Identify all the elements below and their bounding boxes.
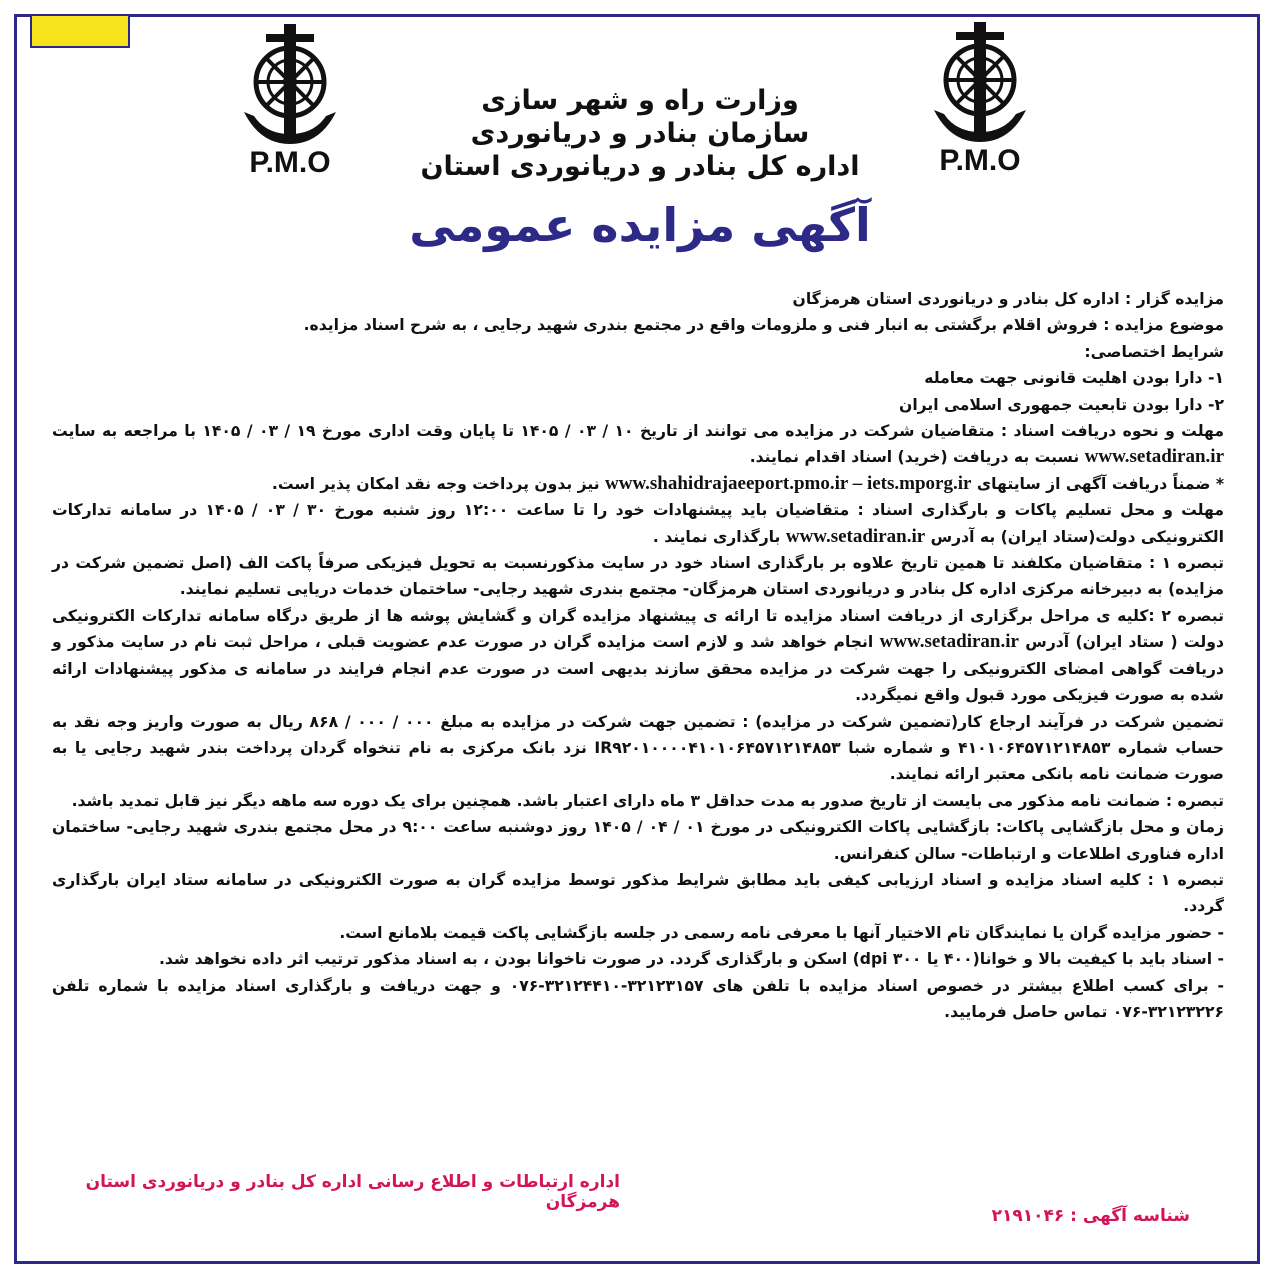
ministry-header: [380, 84, 900, 183]
submission-end: بارگذاری نمایند .: [652, 527, 781, 546]
logo-caption: P.M.O: [939, 144, 1021, 177]
document-deadline-end: نسبت به دریافت (خرید) اسناد اقدام نمایند.: [749, 448, 1080, 467]
pmo-logo-right: [920, 18, 1040, 178]
anchor-wheel-icon: [920, 18, 1040, 146]
header-line-ministry: وزارت راه و شهر سازی: [481, 85, 799, 116]
submission-text: مهلت و محل تسلیم پاکات و بارگذاری اسناد : متقاضیان باید پیشنهادات خود را تا ساعت ۱۲:۰۰ روز شنبه مورخ ۳۰ / ۰۳ / ۱۴۰۵ در سامانه تدارکات الکترونیکی دولت(ستاد ایران) به آدرس: [52, 501, 1224, 546]
condition-2: ۲- دارا بودن تابعیت جمهوری اسلامی ایران: [899, 395, 1224, 414]
auctioneer-line: مزایده گزار : اداره کل بنادر و دریانوردی استان هرمزگان: [792, 290, 1224, 308]
note-2: [52, 603, 1224, 709]
anchor-wheel-icon: [230, 20, 350, 148]
attendance-note: - حضور مزایده گران یا نمایندگان تام الاختیار آنها با معرفی نامه رسمی در جلسه بازگشایی پاکت قیمت بلامانع است.: [339, 923, 1224, 942]
pmo-logo-left: [230, 20, 350, 180]
setadiran-link[interactable]: www.setadiran.ir: [785, 525, 926, 547]
corner-tab: [30, 14, 130, 48]
subject-line: موضوع مزایده : فروش اقلام برگشتی به انبار فنی و ملزومات واقع در مجتمع بندری شهید رجایی ، به شرح اسناد مزایده.: [303, 316, 1224, 335]
condition-1: ۱- دارا بودن اهلیت قانونی جهت معامله: [924, 369, 1224, 388]
footer-department: اداره ارتباطات و اطلاع رسانی اداره کل بنادر و دریانوردی استان هرمزگان: [85, 1172, 620, 1212]
setadiran-link[interactable]: www.setadiran.ir: [879, 631, 1019, 653]
ad-id: شناسه آگهی : ۲۱۹۱۰۴۶: [991, 1206, 1190, 1226]
ad-sites-text: * ضمناً دریافت آگهی از سایتهای: [976, 474, 1224, 493]
upload-note: تبصره ۱ : کلیه اسناد مزایده و اسناد ارزیابی کیفی باید مطابق شرایط مذکور توسط مزایده گران به صورت الکترونیکی در سامانه ستاد ایران بارگذاری گردد.: [52, 870, 1224, 916]
scan-quality-note: - اسناد باید با کیفیت بالا و خوانا(۴۰۰ یا ۳۰۰ dpi) اسکن و بارگذاری گردد. در صورت ناخوانا بودن ، به اسناد مذکور ترتیب اثر داده نخواهد شد.: [158, 950, 1224, 969]
note-2-end: انجام خواهد شد و لازم است مزایده گران در صورت عدم عضویت قبلی ، مراحل ثبت نام در سایت مذکور و دریافت گواهی امضای الکترونیکی را جهت شرکت در مزایده محقق سازند بدیهی است در صورت عدم انجام فرایند در سامانه ی مذکور پیشنهادات ارائه شده به صورت فیزیکی مورد قبول واقع نمیگردد.: [52, 633, 1224, 705]
page-title: آگهی مزایده عمومی: [409, 198, 871, 252]
ad-sites-end: نیز بدون پرداخت وجه نقد امکان پذیر است.: [271, 474, 600, 493]
submission-deadline: [52, 497, 1224, 550]
guarantee-note: تبصره : ضمانت نامه مذکور می بایست از تاریخ صدور به مدت حداقل ۳ ماه دارای اعتبار باشد. همچنین برای یک دوره سه ماهه دیگر نیز قابل تمدید باشد.: [71, 791, 1224, 810]
header-line-office: اداره کل بنادر و دریانوردی استان: [420, 151, 860, 182]
conditions-heading: شرایط اختصاصی:: [1084, 342, 1224, 361]
contact-note: - برای کسب اطلاع بیشتر در خصوص اسناد مزایده با تلفن های ۳۲۱۲۳۱۵۷-۳۲۱۲۴۴۱۰-۰۷۶ و جهت دریافت و بارگذاری اسناد مزایده با شماره تلفن ۳۲۱۲۳۲۲۶-۰۷۶ تماس حاصل فرمایید.: [52, 976, 1225, 1021]
document-deadline-text: مهلت و نحوه دریافت اسناد : متقاضیان شرکت در مزایده می توانند از تاریخ ۱۰ / ۰۳ / ۱۴۰۵ تا پایان وقت اداری مورخ ۱۹ / ۰۳ / ۱۴۰۵ با مراجعه به سایت: [52, 422, 1225, 441]
ad-sites-line: [52, 471, 1224, 497]
document-deadline: [52, 418, 1224, 471]
setadiran-link[interactable]: www.setadiran.ir: [1084, 446, 1224, 468]
logo-caption: P.M.O: [249, 146, 331, 179]
guarantee-paragraph: تضمین شرکت در فرآیند ارجاع کار(تضمین شرکت در مزایده) : تضمین جهت شرکت در مزایده به مبلغ ۰۰۰ / ۰۰۰ / ۸۶۸ ریال به صورت واریز وجه نقد به حساب شماره ۴۱۰۱۰۶۴۵۷۱۲۱۴۸۵۳ و شماره شبا IR۹۲۰۱۰۰۰۰۴۱۰۱۰۶۴۵۷۱۲۱۴۸۵۳ نزد بانک مرکزی به نام تنخواه گردان پرداخت بندر شهید رجایی یا به صورت ضمانت نامه بانکی معتبر ارائه نمایند.: [52, 712, 1224, 784]
ad-sites-links[interactable]: www.shahidrajaeeport.pmo.ir – iets.mporg.ir: [605, 472, 972, 494]
header-line-organization: سازمان بنادر و دریانوردی: [470, 118, 810, 149]
note-1: تبصره ۱ : متقاضیان مکلفند تا همین تاریخ علاوه بر بارگذاری اسناد خود در سایت مذکورنسبت به تحویل فیزیکی صرفاً پاکت الف (اصل تضمین شرکت در مزایده) به دبیرخانه مرکزی اداره کل بنادر و دریانوردی استان هرمزگان- مجتمع بندری شهید رجایی- ساختمان خدمات دریایی تسلیم نمایند.: [52, 554, 1225, 599]
opening-time: زمان و محل بازگشایی پاکات: بازگشایی پاکات الکترونیکی در مورخ ۰۱ / ۰۴ / ۱۴۰۵ روز دوشنبه ساعت ۹:۰۰ در محل مجتمع بندری شهید رجایی- ساختمان اداره فناوری اطلاعات و ارتباطات- سالن کنفرانس.: [52, 818, 1224, 863]
announcement-body: [52, 286, 1224, 1025]
note-2-text: تبصره ۲ :کلیه ی مراحل برگزاری از دریافت اسناد مزایده تا ارائه ی پیشنهاد مزایده گران و گشایش پوشه ها از طریق درگاه سامانه تدارکات الکترونیکی دولت ( ستاد ایران) آدرس: [52, 606, 1224, 652]
